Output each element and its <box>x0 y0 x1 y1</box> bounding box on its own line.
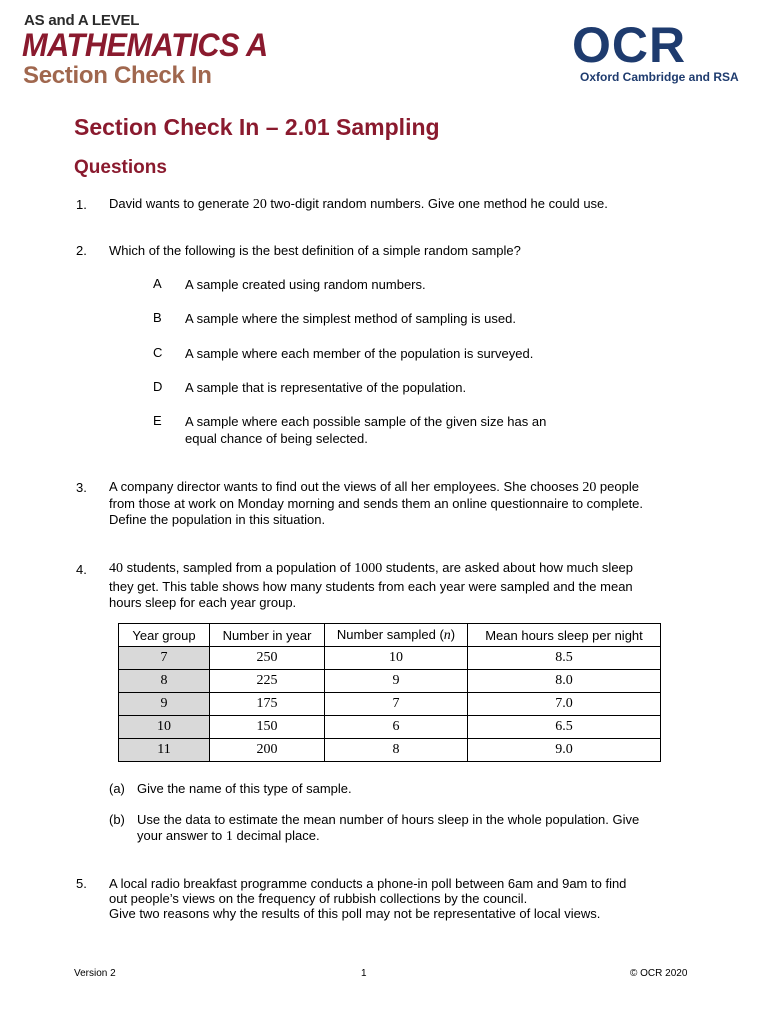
column-header <box>325 624 468 647</box>
column-header: Number in year <box>210 624 325 647</box>
column-header-symbol: n <box>443 627 451 643</box>
subquestion-label: (a) <box>109 781 125 796</box>
q4-line: hours sleep for each year group. <box>109 595 297 610</box>
table-cell: 7 <box>325 693 468 716</box>
table-row <box>119 693 661 716</box>
table-cell: 8 <box>119 670 210 693</box>
option-text: A sample where each member of the population is surveyed. <box>185 346 534 361</box>
q5-line: Give two reasons why the results of this poll may not be representative of local views. <box>109 906 601 921</box>
table-cell: 6 <box>325 716 468 739</box>
table-row <box>119 647 661 670</box>
q4-line <box>109 558 709 579</box>
qualification-level: AS and A LEVEL <box>24 12 140 29</box>
option-text: A sample created using random numbers. <box>185 277 426 292</box>
column-header-text: ) <box>450 626 456 642</box>
q5-line: out people’s views on the frequency of rubbish collections by the council. <box>109 891 528 906</box>
option-text: A sample where the simplest method of sampling is used. <box>185 311 516 326</box>
column-header: Mean hours sleep per night <box>468 624 661 647</box>
question-number: 3. <box>76 480 87 495</box>
column-header: Year group <box>119 624 210 647</box>
table-cell: 10 <box>325 647 468 670</box>
table-header-row <box>119 624 661 647</box>
ocr-logo <box>572 17 742 90</box>
subquestion-text: Give the name of this type of sample. <box>137 781 352 796</box>
option-text-line: A sample where each possible sample of the given size has an <box>185 414 547 429</box>
logo-text: OCR <box>572 17 687 73</box>
subquestion-line <box>137 828 697 845</box>
page-title: Section Check In – 2.01 Sampling <box>74 114 440 140</box>
q3-text: A company director wants to find out the views of all her employees. She chooses <box>109 479 583 494</box>
option-text <box>185 413 605 447</box>
question-number: 2. <box>76 243 87 258</box>
table-cell: 250 <box>210 647 325 670</box>
sampling-table <box>118 623 661 762</box>
table-cell: 225 <box>210 670 325 693</box>
table-row <box>119 716 661 739</box>
option-label: D <box>153 379 163 394</box>
table-cell: 8.5 <box>468 647 661 670</box>
question-1-text <box>109 196 709 213</box>
table-cell: 200 <box>210 739 325 762</box>
section-label: Section Check In <box>23 62 212 89</box>
option-text: A sample that is representative of the population. <box>185 380 467 395</box>
table-row <box>119 739 661 762</box>
table-cell: 10 <box>119 716 210 739</box>
question-2-text: Which of the following is the best definition of a simple random sample? <box>109 243 521 258</box>
q4-number: 40 <box>109 561 123 576</box>
table-cell: 7 <box>119 647 210 670</box>
q3-line <box>109 479 709 496</box>
q4-number: 1000 <box>354 561 383 576</box>
footer-copyright: © OCR 2020 <box>630 968 688 979</box>
option-label: C <box>153 345 163 360</box>
question-5-text <box>109 876 709 921</box>
logo-tagline: Oxford Cambridge and RSA <box>580 70 739 84</box>
subquestion-text-part: your answer to <box>137 828 226 843</box>
q1-text-post: two-digit random numbers. Give one method he could use. <box>266 196 608 211</box>
option-text-line: equal chance of being selected. <box>185 431 368 446</box>
table-row <box>119 670 661 693</box>
option-label: E <box>153 413 162 428</box>
table-cell: 9 <box>119 693 210 716</box>
question-4-text <box>109 558 709 611</box>
table-cell: 150 <box>210 716 325 739</box>
subquestion-number: 1 <box>225 829 233 844</box>
q5-line: A local radio breakfast programme conducts a phone-in poll between 6am and 9am to find <box>109 876 627 891</box>
subject-title: MATHEMATICS A <box>22 27 268 63</box>
table-cell: 8.0 <box>468 670 661 693</box>
q4-text: students, are asked about how much sleep <box>382 560 634 575</box>
question-number: 5. <box>76 876 87 891</box>
q1-text-pre: David wants to generate <box>109 196 253 211</box>
table-cell: 9.0 <box>468 739 661 762</box>
q4-line: they get. This table shows how many students from each year were sampled and the mean <box>109 579 633 594</box>
question-3-text <box>109 479 709 528</box>
footer-version: Version 2 <box>74 968 116 979</box>
q4-text: students, sampled from a population of <box>123 560 355 575</box>
option-label: A <box>153 276 162 291</box>
table-cell: 6.5 <box>468 716 661 739</box>
table-cell: 11 <box>119 739 210 762</box>
table-cell: 7.0 <box>468 693 661 716</box>
q1-number: 20 <box>252 197 267 212</box>
table-cell: 175 <box>210 693 325 716</box>
page-number: 1 <box>361 968 367 979</box>
option-label: B <box>153 310 162 325</box>
table-cell: 9 <box>325 670 468 693</box>
q3-number: 20 <box>582 480 597 495</box>
table-cell: 8 <box>325 739 468 762</box>
subquestion-line: Use the data to estimate the mean number of hours sleep in the whole population. Give <box>137 812 640 827</box>
subquestion-label: (b) <box>109 812 125 827</box>
question-number: 1. <box>76 197 87 212</box>
q3-text: people <box>596 479 639 494</box>
subquestion-text <box>137 812 697 845</box>
q3-line: from those at work on Monday morning and sends them an online questionnaire to complete. <box>109 496 644 511</box>
subquestion-text-part: decimal place. <box>232 828 320 843</box>
column-header-text: Number sampled ( <box>336 626 444 642</box>
question-number: 4. <box>76 562 87 577</box>
q3-line: Define the population in this situation. <box>109 512 326 527</box>
questions-heading: Questions <box>74 157 167 178</box>
